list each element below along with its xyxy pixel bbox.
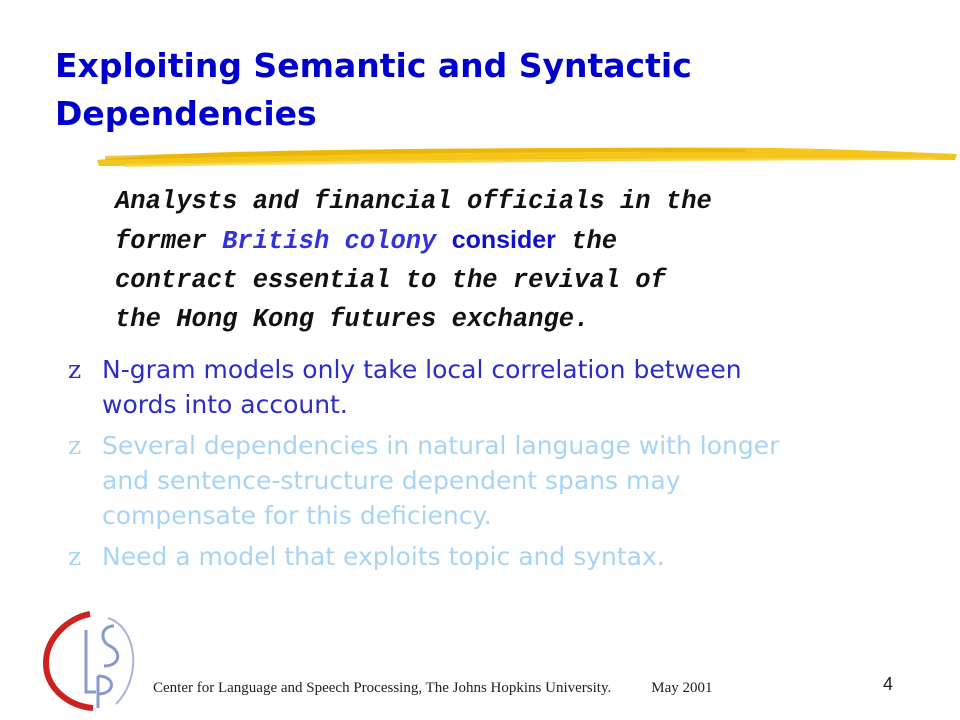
- clsp-logo: [38, 608, 148, 714]
- title-underline-stroke: [95, 138, 960, 172]
- bullet-text-line: and sentence-structure dependent spans may: [102, 466, 681, 495]
- bullet-item: [68, 539, 888, 574]
- title-line-2: Dependencies: [55, 94, 317, 133]
- bullet-marker: z: [68, 431, 82, 460]
- bullet-list: [68, 352, 888, 580]
- title-line-1: Exploiting Semantic and Syntactic: [55, 46, 692, 85]
- bullet-item: [68, 428, 888, 533]
- example-line-3: contract essential to the revival of: [115, 266, 666, 295]
- bullet-marker: z: [68, 542, 82, 571]
- page-number: 4: [883, 674, 894, 694]
- bullet-text-line: Several dependencies in natural language with longer: [102, 431, 780, 460]
- example-line-1: Analysts and financial officials in the: [115, 187, 712, 216]
- footer-org: Center for Language and Speech Processing, The Johns Hopkins University.: [153, 680, 612, 696]
- footer-date: May 2001: [651, 680, 713, 696]
- example-entity-british-colony: British colony: [222, 227, 437, 256]
- example-line-2: [115, 221, 915, 261]
- bullet-text-line: compensate for this deficiency.: [102, 501, 492, 530]
- bullet-text-line: N-gram models only take local correlation between: [102, 355, 742, 384]
- example-line-2-prefix: former: [115, 227, 223, 256]
- example-space: [436, 227, 451, 256]
- bullet-text-line: Need a model that exploits topic and syntax.: [102, 542, 665, 571]
- slide-title: [55, 42, 915, 138]
- example-line-2-suffix: the: [555, 227, 618, 256]
- bullet-marker: z: [68, 355, 82, 384]
- example-sentence: [115, 182, 915, 339]
- example-verb-consider: consider: [451, 226, 556, 254]
- bullet-text-line: words into account.: [102, 390, 348, 419]
- example-line-4: the Hong Kong futures exchange.: [115, 305, 590, 334]
- bullet-item: [68, 352, 888, 422]
- footer: [153, 680, 713, 697]
